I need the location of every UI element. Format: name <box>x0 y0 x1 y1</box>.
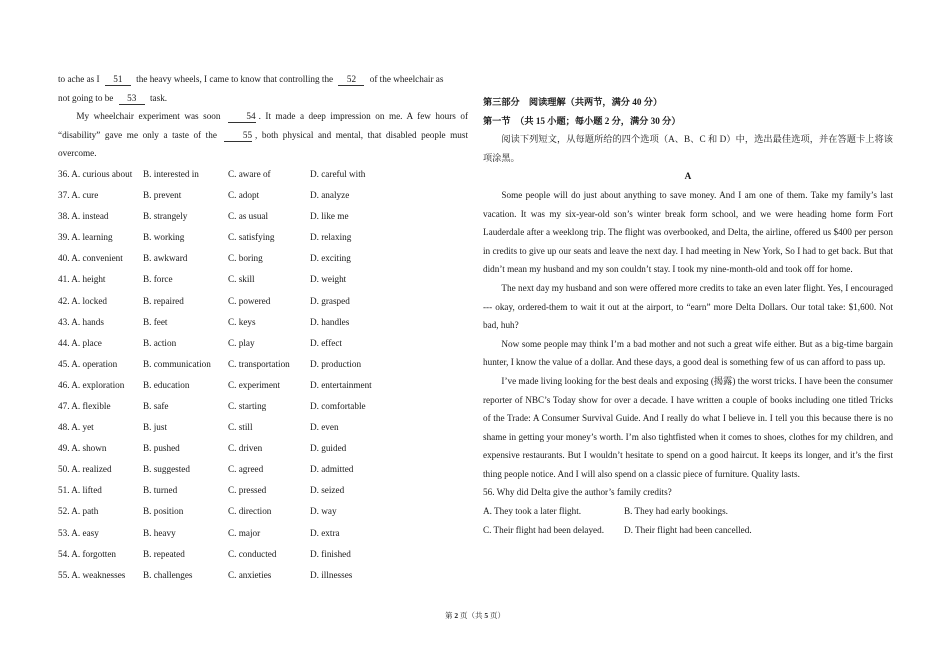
cloze-continuation-line1 <box>58 70 468 89</box>
option-d: D. guided <box>310 443 347 454</box>
option-d: D. effect <box>310 337 342 348</box>
text-segment: of the wheelchair as <box>369 74 444 84</box>
passage-paragraph: The next day my husband and son were offered more credits to take an even later flight. Yes, I encouraged --- okay, ordered-them to wait it out at the airport, to “earn” more Delta Dollars. Our total take: $1,600. Not bad, huh? <box>483 282 893 331</box>
text-segment: to ache as I <box>58 74 100 84</box>
cloze-question-row <box>58 417 468 438</box>
cloze-question-row <box>58 185 468 206</box>
page-footer <box>0 610 950 621</box>
passage-paragraph: Some people will do just about anything to save money. And I am one of them. Take my family’s last vacation. It was my six-year-old son’s winter break form school, and we were heading home form Fort Lauderdale after a weeklong trip. The flight was overbooked, and Delta, the airline, offered us $400 per person in credits to give up our seats and leave the next day. I had meeting in New York, So I had to get back. But that didn’t mean my husband and my son couldn’t stay. I took my nine-month-old and took off for home. <box>483 189 893 275</box>
section-heading: 第一节 （共 15 小题；每小题 2 分，满分 30 分） <box>483 115 681 126</box>
option-c: C. skill <box>228 274 255 285</box>
option-b: B. action <box>143 337 177 348</box>
option-b: B. repaired <box>143 295 184 306</box>
blank-53: 53 <box>119 92 145 105</box>
q56-option-b: B. They had early bookings. <box>624 506 728 517</box>
cloze-question-row <box>58 333 468 354</box>
option-b: B. suggested <box>143 464 190 475</box>
cloze-question-row <box>58 164 468 185</box>
option-a: 50. A. realized <box>58 464 112 475</box>
left-column <box>58 70 468 586</box>
option-a: 45. A. operation <box>58 358 118 369</box>
option-d: D. comfortable <box>310 401 366 411</box>
text-segment: the heavy wheels, I came to know that controlling the <box>136 74 334 84</box>
option-b: B. prevent <box>143 190 182 201</box>
q56-option-c: C. Their flight had been delayed. <box>483 524 605 535</box>
option-b: B. turned <box>143 485 178 496</box>
option-b: B. just <box>143 422 167 433</box>
cloze-question-row <box>58 375 468 396</box>
option-d: D. admitted <box>310 464 354 475</box>
option-b: B. awkward <box>143 253 188 264</box>
option-d: D. way <box>310 506 337 517</box>
cloze-continuation-line2 <box>58 89 468 108</box>
option-a: 47. A. flexible <box>58 401 111 411</box>
option-a: 51. A. lifted <box>58 485 102 496</box>
cloze-question-row <box>58 459 468 480</box>
cloze-question-row <box>58 248 468 269</box>
cloze-question-row <box>58 438 468 459</box>
option-b: B. communication <box>143 358 211 369</box>
option-c: C. satisfying <box>228 232 275 243</box>
option-a: 41. A. height <box>58 274 106 285</box>
option-a: 46. A. exploration <box>58 379 125 390</box>
footer-text: 第 <box>445 611 453 620</box>
cloze-question-row <box>58 206 468 227</box>
option-a: 39. A. learning <box>58 232 113 243</box>
option-c: C. keys <box>228 316 256 327</box>
option-c: C. aware of <box>228 168 271 179</box>
option-c: C. still <box>228 422 253 433</box>
option-b: B. education <box>143 379 190 390</box>
option-b: B. feet <box>143 316 168 327</box>
cloze-question-row <box>58 396 468 417</box>
blank-54: 54 <box>228 110 256 123</box>
option-a: 42. A. locked <box>58 295 107 306</box>
cloze-question-row <box>58 227 468 248</box>
blank-52: 52 <box>338 73 364 86</box>
option-b: B. strangely <box>143 211 188 222</box>
option-a: 40. A. convenient <box>58 253 123 264</box>
option-d: D. careful with <box>310 168 366 179</box>
option-c: C. driven <box>228 443 263 454</box>
option-d: D. extra <box>310 527 340 538</box>
option-b: B. force <box>143 274 173 285</box>
option-c: C. as usual <box>228 211 269 222</box>
option-a: 36. A. curious about <box>58 168 133 179</box>
option-c: C. anxieties <box>228 569 272 580</box>
option-b: B. interested in <box>143 168 199 179</box>
option-b: B. safe <box>143 401 169 411</box>
cloze-question-row <box>58 501 468 522</box>
text-segment: . It made a deep impression on me. A few hours of “disability” gave me only a taste of the <box>58 111 469 140</box>
passage-title: A <box>684 171 692 182</box>
option-b: B. repeated <box>143 548 185 559</box>
option-d: D. weight <box>310 274 347 285</box>
option-d: D. grasped <box>310 295 350 306</box>
option-b: B. working <box>143 232 185 243</box>
option-a: 38. A. instead <box>58 211 109 222</box>
cloze-question-row <box>58 354 468 375</box>
cloze-question-row <box>58 565 468 586</box>
option-c: C. agreed <box>228 464 264 475</box>
passage-paragraph: I’ve made living looking for the best deals and exposing (揭露) the worst tricks. I have been the consumer reporter of NBC’s Today show for over a decade. I have written a couple of books including one titled Tricks of the Trade: A Consumer Survival Guide. And I really do what I believe in. I tell you this because there is no shame in getting your money’s worth. I’m also tightfisted when it comes to shoes, clothes for my children, and expensive restaurants. But I wouldn’t hesitate to spend on a good haircut. It keeps its longer, and it’s the first thing people notice. And I will also spend on a classic piece of furniture. Quality lasts. <box>483 375 893 479</box>
q56-option-d: D. Their flight had been cancelled. <box>624 524 752 535</box>
part-heading: 第三部分 阅读理解（共两节，满分 40 分） <box>483 97 663 107</box>
blank-55: 55 <box>224 129 252 142</box>
cloze-question-row <box>58 544 468 565</box>
option-d: D. relaxing <box>310 232 352 243</box>
cloze-question-row <box>58 269 468 290</box>
page-number: 2 <box>454 611 459 620</box>
cloze-question-row <box>58 523 468 544</box>
option-a: 55. A. weaknesses <box>58 569 126 580</box>
footer-text: 页（共 <box>460 611 483 620</box>
option-c: C. transportation <box>228 358 290 369</box>
option-d: D. finished <box>310 548 351 559</box>
page-total: 5 <box>484 611 489 620</box>
option-d: D. seized <box>310 485 345 496</box>
option-b: B. pushed <box>143 443 180 454</box>
option-a: 52. A. path <box>58 506 99 517</box>
option-d: D. analyze <box>310 190 350 201</box>
option-a: 54. A. forgotten <box>58 548 117 559</box>
option-a: 44. A. place <box>58 337 102 348</box>
cloze-question-row <box>58 291 468 312</box>
cloze-question-row <box>58 480 468 501</box>
option-c: C. experiment <box>228 379 281 390</box>
option-c: C. starting <box>228 401 267 411</box>
instruction-text: 阅读下列短文，从每题所给的四个选项（A、B、C 和 D）中，选出最佳选项，并在答题卡上将该项涂黑。 <box>483 134 893 163</box>
option-c: C. powered <box>228 295 271 306</box>
option-a: 43. A. hands <box>58 316 104 327</box>
right-column <box>483 93 893 539</box>
cloze-question-row <box>58 312 468 333</box>
option-b: B. heavy <box>143 527 176 538</box>
option-a: 48. A. yet <box>58 422 94 433</box>
q56-option-a: A. They took a later flight. <box>483 506 582 517</box>
text-segment: , both physical and mental, that disabled people must overcome. <box>58 129 469 159</box>
option-c: C. direction <box>228 506 272 517</box>
option-c: C. adopt <box>228 190 260 201</box>
option-d: D. like me <box>310 211 349 222</box>
footer-text: 页） <box>490 611 505 620</box>
passage-paragraph: Now some people may think I’m a bad mother and not such a great wife either. But as a big-time bargain hunter, I know the value of a dollar. And these days, a good deal is something few of us can afford to pass up. <box>483 338 893 368</box>
option-a: 49. A. shown <box>58 443 107 454</box>
option-b: B. position <box>143 506 184 517</box>
question-56: 56. Why did Delta give the author’s family credits? <box>483 487 672 498</box>
option-d: D. even <box>310 422 339 433</box>
option-c: C. play <box>228 337 255 348</box>
option-d: D. handles <box>310 316 350 327</box>
passage-body <box>483 186 893 484</box>
q56-options-row2 <box>483 521 893 540</box>
option-d: D. production <box>310 358 362 369</box>
option-d: D. illnesses <box>310 569 353 580</box>
option-c: C. boring <box>228 253 263 264</box>
option-a: 53. A. easy <box>58 527 99 538</box>
text-segment: My wheelchair experiment was soon <box>76 111 221 122</box>
option-d: D. entertainment <box>310 379 372 390</box>
option-d: D. exciting <box>310 253 351 264</box>
cloze-paragraph-2 <box>58 107 468 163</box>
text-segment: task. <box>149 92 168 103</box>
blank-51: 51 <box>105 73 131 86</box>
text-segment: not going to be <box>58 92 114 103</box>
option-c: C. pressed <box>228 485 267 496</box>
q56-options-row1 <box>483 502 893 521</box>
option-c: C. major <box>228 527 261 538</box>
option-b: B. challenges <box>143 569 193 580</box>
cloze-options-list <box>58 164 468 586</box>
option-c: C. conducted <box>228 548 277 559</box>
option-a: 37. A. cure <box>58 190 99 201</box>
